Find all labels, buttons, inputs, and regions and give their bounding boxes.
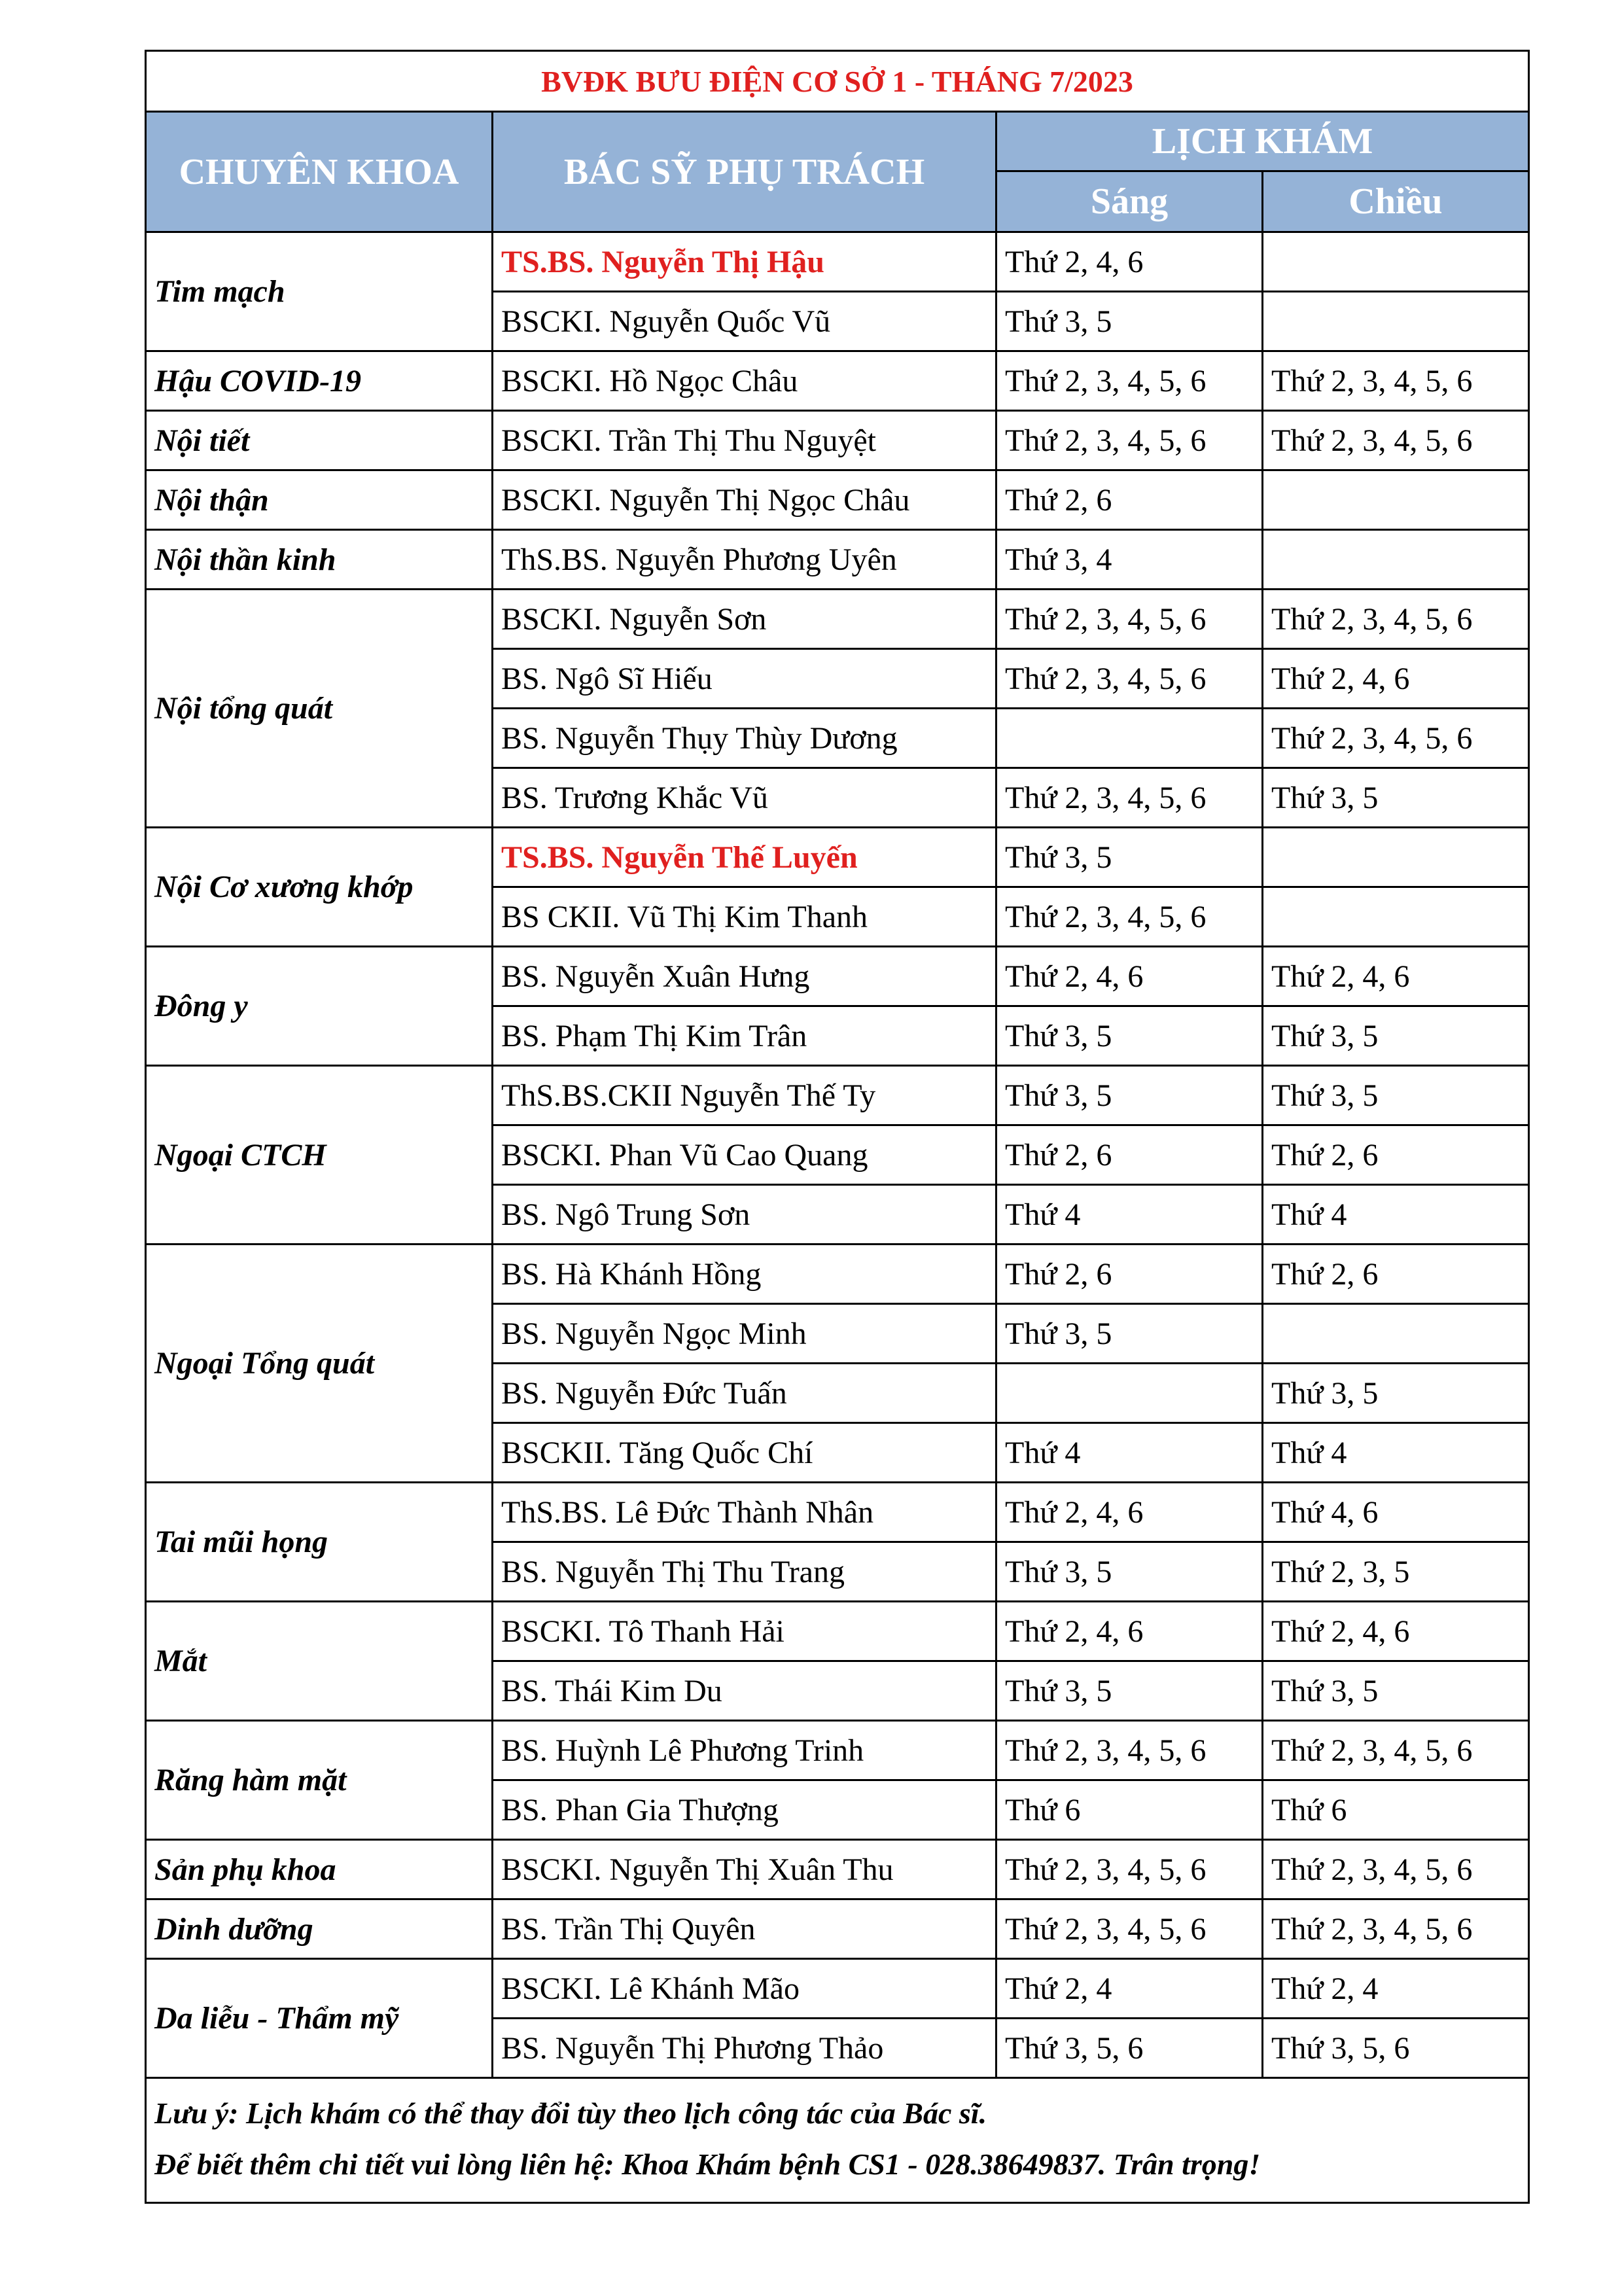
header-morning: Sáng <box>996 171 1263 232</box>
table-row <box>146 1899 1529 1959</box>
table-row <box>146 470 1529 530</box>
doctor-cell: BS. Nguyễn Thị Phương Thảo <box>493 2019 996 2078</box>
afternoon-schedule-cell: Thứ 2, 3, 4, 5, 6 <box>1263 1840 1529 1899</box>
doctor-cell: BSCKI. Trần Thị Thu Nguyệt <box>493 411 996 470</box>
doctor-cell: BS. Nguyễn Đức Tuấn <box>493 1364 996 1423</box>
table-row <box>146 828 1529 887</box>
doctor-cell: BSCKI. Tô Thanh Hải <box>493 1602 996 1661</box>
note-line-2: Để biết thêm chi tiết vui lòng liên hệ: Khoa Khám bệnh CS1 - 028.38649837. Trân trọng! <box>154 2147 1261 2181</box>
doctor-cell: BSCKII. Tăng Quốc Chí <box>493 1423 996 1483</box>
doctor-cell: TS.BS. Nguyễn Thị Hậu <box>493 232 996 292</box>
doctor-cell: ThS.BS. Lê Đức Thành Nhân <box>493 1483 996 1542</box>
morning-schedule-cell: Thứ 3, 5 <box>996 1006 1263 1066</box>
doctor-cell: BS. Trần Thị Quyên <box>493 1899 996 1959</box>
table-row <box>146 1840 1529 1899</box>
afternoon-schedule-cell <box>1263 470 1529 530</box>
specialty-cell: Mắt <box>146 1602 493 1721</box>
morning-schedule-cell: Thứ 2, 3, 4, 5, 6 <box>996 351 1263 411</box>
afternoon-schedule-cell: Thứ 2, 4, 6 <box>1263 947 1529 1006</box>
afternoon-schedule-cell: Thứ 4 <box>1263 1185 1529 1245</box>
morning-schedule-cell: Thứ 3, 5 <box>996 1066 1263 1125</box>
morning-schedule-cell: Thứ 2, 4, 6 <box>996 1602 1263 1661</box>
afternoon-schedule-cell <box>1263 828 1529 887</box>
schedule-table <box>145 50 1530 2204</box>
morning-schedule-cell: Thứ 4 <box>996 1423 1263 1483</box>
morning-schedule-cell: Thứ 3, 5 <box>996 1304 1263 1364</box>
doctor-cell: BS. Hà Khánh Hồng <box>493 1245 996 1304</box>
doctor-cell: BS. Nguyễn Ngọc Minh <box>493 1304 996 1364</box>
specialty-cell: Nội Cơ xương khớp <box>146 828 493 947</box>
afternoon-schedule-cell: Thứ 2, 6 <box>1263 1125 1529 1185</box>
afternoon-schedule-cell: Thứ 3, 5 <box>1263 1006 1529 1066</box>
morning-schedule-cell: Thứ 2, 3, 4, 5, 6 <box>996 590 1263 649</box>
header-schedule: LỊCH KHÁM <box>996 112 1529 171</box>
schedule-body <box>146 232 1529 2078</box>
afternoon-schedule-cell: Thứ 2, 4 <box>1263 1959 1529 2019</box>
doctor-cell: BSCKI. Lê Khánh Mão <box>493 1959 996 2019</box>
specialty-cell: Tim mạch <box>146 232 493 351</box>
note-line-1: Lưu ý: Lịch khám có thể thay đổi tùy theo lịch công tác của Bác sĩ. <box>154 2096 987 2130</box>
morning-schedule-cell: Thứ 2, 3, 4, 5, 6 <box>996 768 1263 828</box>
afternoon-schedule-cell <box>1263 292 1529 351</box>
afternoon-schedule-cell: Thứ 3, 5 <box>1263 1661 1529 1721</box>
doctor-cell: BS. Nguyễn Xuân Hưng <box>493 947 996 1006</box>
morning-schedule-cell: Thứ 2, 3, 4, 5, 6 <box>996 1721 1263 1780</box>
specialty-cell: Tai mũi họng <box>146 1483 493 1602</box>
table-row <box>146 947 1529 1006</box>
specialty-cell: Răng hàm mặt <box>146 1721 493 1840</box>
header-specialty: CHUYÊN KHOA <box>146 112 493 232</box>
afternoon-schedule-cell: Thứ 3, 5 <box>1263 1364 1529 1423</box>
specialty-cell: Nội thận <box>146 470 493 530</box>
morning-schedule-cell: Thứ 2, 4 <box>996 1959 1263 2019</box>
afternoon-schedule-cell: Thứ 2, 3, 4, 5, 6 <box>1263 351 1529 411</box>
doctor-cell: BS. Phan Gia Thượng <box>493 1780 996 1840</box>
morning-schedule-cell: Thứ 2, 3, 4, 5, 6 <box>996 887 1263 947</box>
afternoon-schedule-cell: Thứ 2, 4, 6 <box>1263 1602 1529 1661</box>
specialty-cell: Ngoại Tổng quát <box>146 1245 493 1483</box>
morning-schedule-cell: Thứ 2, 3, 4, 5, 6 <box>996 1840 1263 1899</box>
doctor-cell: BS. Ngô Trung Sơn <box>493 1185 996 1245</box>
afternoon-schedule-cell: Thứ 2, 3, 5 <box>1263 1542 1529 1602</box>
specialty-cell: Nội thần kinh <box>146 530 493 590</box>
afternoon-schedule-cell: Thứ 3, 5 <box>1263 1066 1529 1125</box>
morning-schedule-cell: Thứ 2, 3, 4, 5, 6 <box>996 411 1263 470</box>
doctor-cell: BSCKI. Nguyễn Thị Ngọc Châu <box>493 470 996 530</box>
morning-schedule-cell: Thứ 2, 6 <box>996 470 1263 530</box>
doctor-cell: BS. Phạm Thị Kim Trân <box>493 1006 996 1066</box>
doctor-cell: TS.BS. Nguyễn Thế Luyến <box>493 828 996 887</box>
table-row <box>146 1483 1529 1542</box>
morning-schedule-cell: Thứ 3, 5 <box>996 292 1263 351</box>
specialty-cell: Dinh dưỡng <box>146 1899 493 1959</box>
specialty-cell: Ngoại CTCH <box>146 1066 493 1245</box>
doctor-cell: BS. Nguyễn Thụy Thùy Dương <box>493 709 996 768</box>
doctor-cell: BS. Nguyễn Thị Thu Trang <box>493 1542 996 1602</box>
morning-schedule-cell <box>996 1364 1263 1423</box>
afternoon-schedule-cell: Thứ 3, 5 <box>1263 768 1529 828</box>
morning-schedule-cell: Thứ 2, 4, 6 <box>996 1483 1263 1542</box>
table-row <box>146 1245 1529 1304</box>
table-row <box>146 1721 1529 1780</box>
morning-schedule-cell: Thứ 3, 4 <box>996 530 1263 590</box>
doctor-cell: BSCKI. Phan Vũ Cao Quang <box>493 1125 996 1185</box>
specialty-cell: Nội tổng quát <box>146 590 493 828</box>
afternoon-schedule-cell: Thứ 4, 6 <box>1263 1483 1529 1542</box>
doctor-cell: BSCKI. Hồ Ngọc Châu <box>493 351 996 411</box>
morning-schedule-cell: Thứ 3, 5 <box>996 828 1263 887</box>
doctor-cell: ThS.BS. Nguyễn Phương Uyên <box>493 530 996 590</box>
morning-schedule-cell: Thứ 2, 3, 4, 5, 6 <box>996 1899 1263 1959</box>
morning-schedule-cell: Thứ 3, 5 <box>996 1661 1263 1721</box>
morning-schedule-cell: Thứ 4 <box>996 1185 1263 1245</box>
afternoon-schedule-cell <box>1263 530 1529 590</box>
specialty-cell: Nội tiết <box>146 411 493 470</box>
header-afternoon: Chiều <box>1263 171 1529 232</box>
table-row <box>146 1602 1529 1661</box>
afternoon-schedule-cell: Thứ 2, 3, 4, 5, 6 <box>1263 411 1529 470</box>
specialty-cell: Da liễu - Thẩm mỹ <box>146 1959 493 2078</box>
doctor-cell: BS CKII. Vũ Thị Kim Thanh <box>493 887 996 947</box>
afternoon-schedule-cell: Thứ 2, 3, 4, 5, 6 <box>1263 1721 1529 1780</box>
doctor-cell: BSCKI. Nguyễn Thị Xuân Thu <box>493 1840 996 1899</box>
table-row <box>146 1959 1529 2019</box>
morning-schedule-cell <box>996 709 1263 768</box>
morning-schedule-cell: Thứ 3, 5 <box>996 1542 1263 1602</box>
afternoon-schedule-cell: Thứ 6 <box>1263 1780 1529 1840</box>
page-title: BVĐK BƯU ĐIỆN CƠ SỞ 1 - THÁNG 7/2023 <box>146 51 1529 112</box>
afternoon-schedule-cell: Thứ 2, 4, 6 <box>1263 649 1529 709</box>
afternoon-schedule-cell: Thứ 4 <box>1263 1423 1529 1483</box>
afternoon-schedule-cell: Thứ 2, 3, 4, 5, 6 <box>1263 590 1529 649</box>
doctor-cell: ThS.BS.CKII Nguyễn Thế Ty <box>493 1066 996 1125</box>
table-row <box>146 530 1529 590</box>
afternoon-schedule-cell <box>1263 232 1529 292</box>
specialty-cell: Đông y <box>146 947 493 1066</box>
doctor-cell: BSCKI. Nguyễn Sơn <box>493 590 996 649</box>
afternoon-schedule-cell: Thứ 2, 6 <box>1263 1245 1529 1304</box>
specialty-cell: Sản phụ khoa <box>146 1840 493 1899</box>
morning-schedule-cell: Thứ 2, 6 <box>996 1125 1263 1185</box>
doctor-cell: BS. Huỳnh Lê Phương Trinh <box>493 1721 996 1780</box>
morning-schedule-cell: Thứ 2, 4, 6 <box>996 947 1263 1006</box>
morning-schedule-cell: Thứ 2, 3, 4, 5, 6 <box>996 649 1263 709</box>
afternoon-schedule-cell: Thứ 2, 3, 4, 5, 6 <box>1263 1899 1529 1959</box>
header-doctor: BÁC SỸ PHỤ TRÁCH <box>493 112 996 232</box>
afternoon-schedule-cell: Thứ 2, 3, 4, 5, 6 <box>1263 709 1529 768</box>
morning-schedule-cell: Thứ 2, 4, 6 <box>996 232 1263 292</box>
table-row <box>146 232 1529 292</box>
doctor-cell: BS. Trương Khắc Vũ <box>493 768 996 828</box>
table-row <box>146 1066 1529 1125</box>
afternoon-schedule-cell <box>1263 1304 1529 1364</box>
table-row <box>146 411 1529 470</box>
morning-schedule-cell: Thứ 6 <box>996 1780 1263 1840</box>
table-row <box>146 351 1529 411</box>
afternoon-schedule-cell <box>1263 887 1529 947</box>
doctor-cell: BSCKI. Nguyễn Quốc Vũ <box>493 292 996 351</box>
specialty-cell: Hậu COVID-19 <box>146 351 493 411</box>
morning-schedule-cell: Thứ 2, 6 <box>996 1245 1263 1304</box>
morning-schedule-cell: Thứ 3, 5, 6 <box>996 2019 1263 2078</box>
doctor-cell: BS. Ngô Sĩ Hiếu <box>493 649 996 709</box>
afternoon-schedule-cell: Thứ 3, 5, 6 <box>1263 2019 1529 2078</box>
table-row <box>146 590 1529 649</box>
doctor-cell: BS. Thái Kim Du <box>493 1661 996 1721</box>
footer-note <box>146 2078 1529 2203</box>
